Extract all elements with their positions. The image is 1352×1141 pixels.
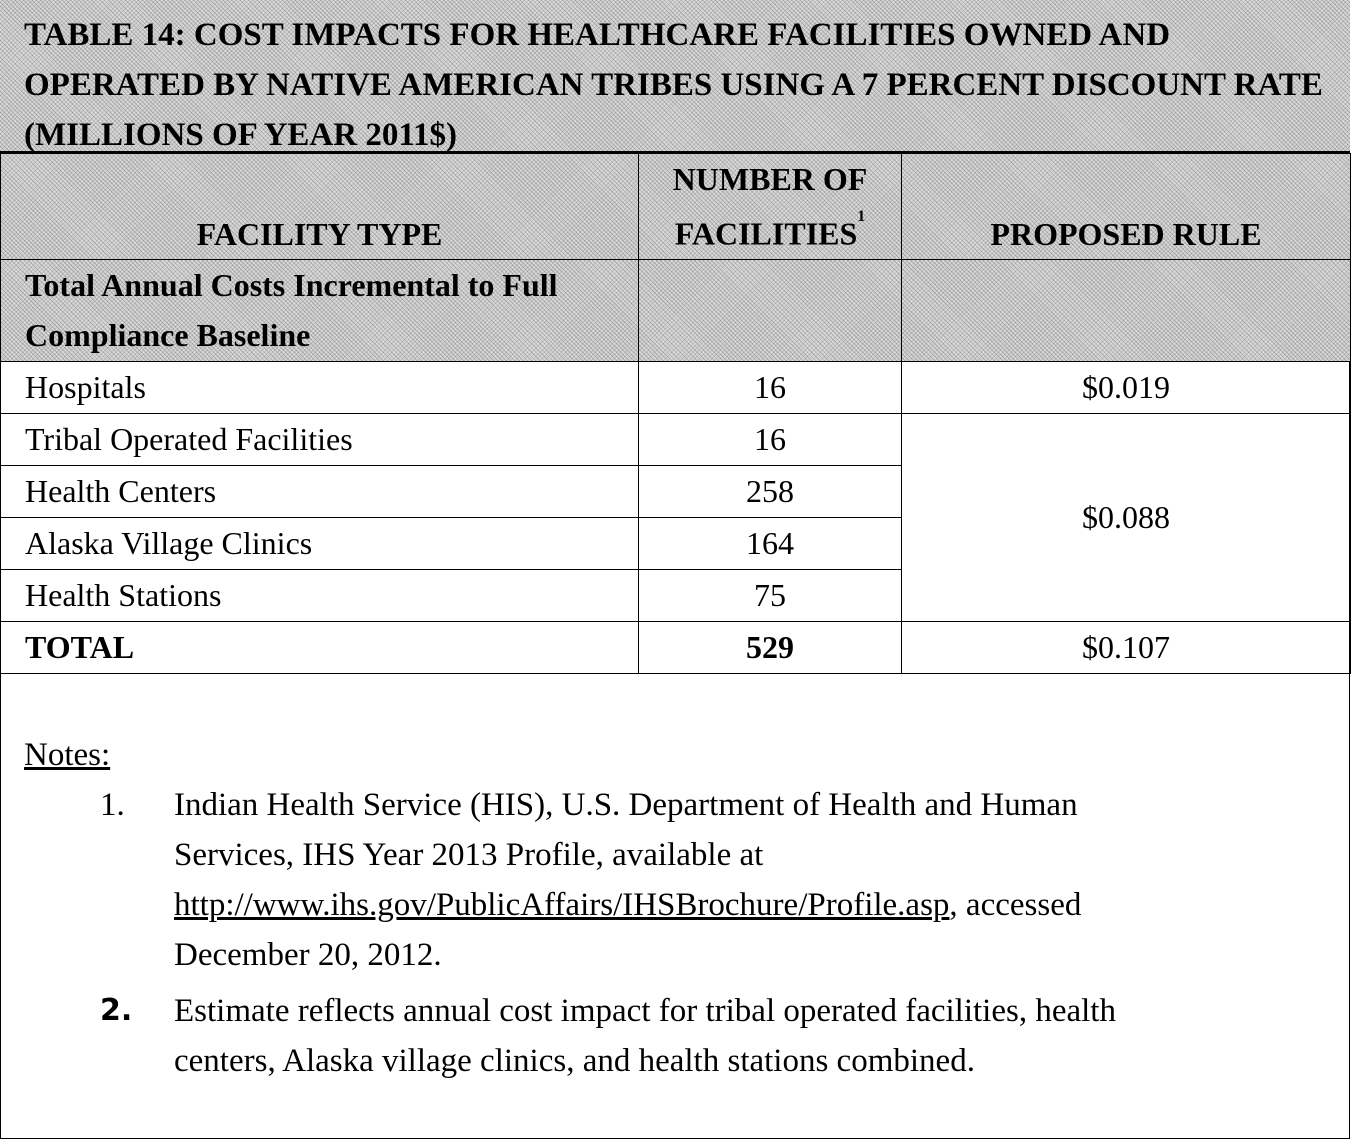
table-row	[1, 413, 1351, 465]
header-proposed-rule: PROPOSED RULE	[902, 154, 1351, 260]
total-label: TOTAL	[1, 621, 639, 673]
facility-count: 16	[639, 413, 902, 465]
notes-section	[0, 673, 1350, 1139]
note-number: 2.	[100, 993, 133, 1028]
note-body: Indian Health Service (HIS), U.S. Department of Health and Human Services, IHS Year 2013 Profile, available at http://www.ihs.gov/PublicAffairs/IHSBrochure/Profile.asp, accessed December 20, 2012.	[174, 787, 1082, 973]
total-count: 529	[639, 621, 902, 673]
section-empty-cell	[902, 259, 1351, 361]
facility-name: Health Centers	[1, 465, 639, 517]
note-body: Estimate reflects annual cost impact for tribal operated facilities, health centers, Alaska village clinics, and health stations combined.	[174, 993, 1116, 1079]
header-number-of-facilities: NUMBER OF FACILITIES$^1$	[639, 154, 902, 260]
facility-count: 16	[639, 361, 902, 413]
section-empty-cell	[639, 259, 902, 361]
note-number: 1.	[100, 787, 125, 823]
facility-name: Alaska Village Clinics	[1, 517, 639, 569]
total-cost: $0.107	[902, 621, 1351, 673]
combined-cost: $0.088	[902, 413, 1351, 621]
facility-count: 75	[639, 569, 902, 621]
table-row	[1, 361, 1351, 413]
facility-count: 258	[639, 465, 902, 517]
table-title: TABLE 14: COST IMPACTS FOR HEALTHCARE FACILITIES OWNED AND OPERATED BY NATIVE AMERICAN TRIBES USING A 7 PERCENT DISCOUNT RATE (MILLIONS OF YEAR 2011$)	[0, 0, 1350, 153]
facility-name: Health Stations	[1, 569, 639, 621]
header-row	[1, 154, 1351, 260]
cost-table	[0, 153, 1351, 674]
section-label: Total Annual Costs Incremental to Full Compliance Baseline	[1, 259, 639, 361]
header-facility-type: FACILITY TYPE	[1, 154, 639, 260]
facility-count: 164	[639, 517, 902, 569]
facility-name: Hospitals	[1, 361, 639, 413]
footnote-marker: 1	[857, 208, 866, 225]
facility-cost: $0.019	[902, 361, 1351, 413]
facility-name: Tribal Operated Facilities	[1, 413, 639, 465]
notes-title: Notes:	[24, 737, 111, 773]
section-row	[1, 259, 1351, 361]
total-row	[1, 621, 1351, 673]
source-link[interactable]: http://www.ihs.gov/PublicAffairs/IHSBrochure/Profile.asp	[174, 887, 950, 923]
